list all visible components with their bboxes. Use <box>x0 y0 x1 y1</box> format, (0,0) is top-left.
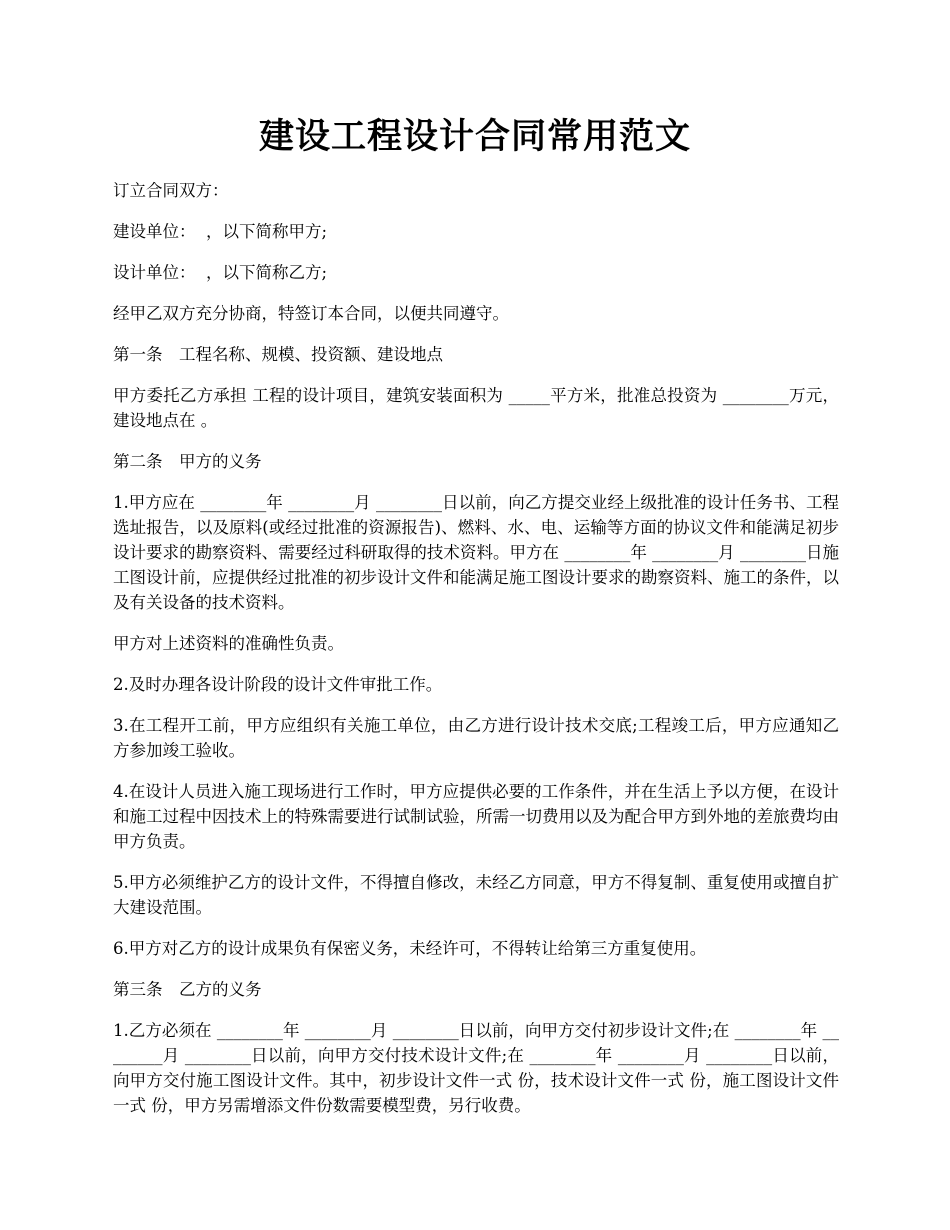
document-body <box>113 178 839 1134</box>
article-2-clause-1: 1.甲方应在 ________年 ________月 ________日以前，向乙方提交业经上级批准的设计任务书、工程选址报告，以及原料(或经过批准的资源报告)、燃料、水、电、运输等方面的协议文件和能满足初步设计要求的勘察资料、需要经过科研取得的技术资料。甲方在 ________年 ________月 ________日施工图设计前，应提供经过批准的初步设计文件和能满足施工图设计要求的勘察资料、施工的条件，以及有关设备的技术资料。 <box>113 493 839 612</box>
contract-parties-heading: 订立合同双方： <box>113 181 229 200</box>
party-a-line: 建设单位： ，以下简称甲方; <box>113 222 328 241</box>
article-3-heading: 第三条 乙方的义务 <box>113 980 262 999</box>
article-2-accuracy-note: 甲方对上述资料的准确性负责。 <box>113 634 344 653</box>
document-title: 建设工程设计合同常用范文 <box>258 116 691 157</box>
article-2-clause-5: 5.甲方必须维护乙方的设计文件，不得擅自修改，未经乙方同意，甲方不得复制、重复使用或擅自扩大建设范围。 <box>113 873 839 917</box>
article-3-clause-1: 1.乙方必须在 ________年 ________月 ________日以前，向甲方交付初步设计文件;在 ________年 ________月 ________日以前，向甲方交付技术设计文件;在 ________年 ________月 ________日以前，向甲方交付施工图设计文件。其中，初步设计文件一式 份，技术设计文件一式 份，施工图设计文件一式 份，甲方另需增添文件份数需要模型费，另行收费。 <box>113 1021 839 1115</box>
article-1-heading: 第一条 工程名称、规模、投资额、建设地点 <box>113 345 443 364</box>
article-1-body: 甲方委托乙方承担 工程的设计项目，建筑安装面积为 _____平方米，批准总投资为 ________万元，建设地点在 。 <box>113 386 839 430</box>
agreement-statement: 经甲乙双方充分协商，特签订本合同，以便共同遵守。 <box>113 304 509 323</box>
party-b-line: 设计单位： ，以下简称乙方; <box>113 263 328 282</box>
article-2-clause-6: 6.甲方对乙方的设计成果负有保密义务，未经许可，不得转让给第三方重复使用。 <box>113 939 707 958</box>
article-2-clause-3: 3.在工程开工前，甲方应组织有关施工单位，由乙方进行设计技术交底;工程竣工后，甲方应通知乙方参加竣工验收。 <box>113 716 839 760</box>
article-2-clause-4: 4.在设计人员进入施工现场进行工作时，甲方应提供必要的工作条件，并在生活上予以方便，在设计和施工过程中因技术上的特殊需要进行试制试验，所需一切费用以及为配合甲方到外地的差旅费均由甲方负责。 <box>113 782 839 851</box>
article-2-clause-2: 2.及时办理各设计阶段的设计文件审批工作。 <box>113 675 443 694</box>
article-2-heading: 第二条 甲方的义务 <box>113 452 262 471</box>
